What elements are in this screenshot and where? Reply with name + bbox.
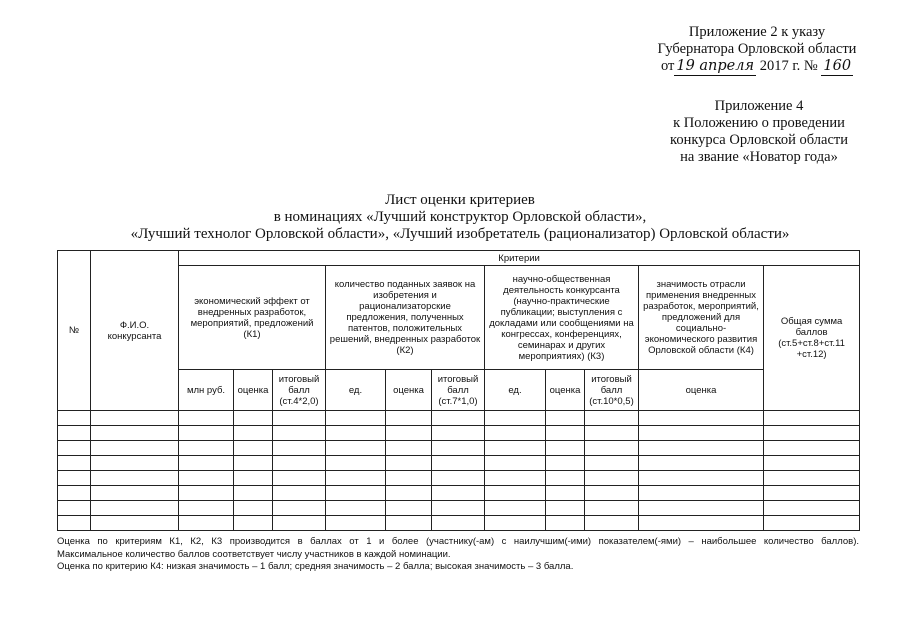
table-cell [764, 501, 860, 516]
sub-score-k3: оценка [546, 370, 585, 411]
note-line3: Оценка по критерию К4: низкая значимость – 1 балл; средняя значимость – 2 балла; высокая значимость – 3 балла. [57, 561, 574, 572]
criteria-header: Критерии [179, 251, 860, 266]
table-cell [273, 441, 326, 456]
sub-total-k2: итоговый балл (ст.7*1,0) [432, 370, 485, 411]
table-row [58, 426, 860, 441]
title-line1: Лист оценки критериев [385, 192, 535, 208]
appendix-2-date-line [657, 58, 857, 76]
table-cell [585, 516, 639, 531]
table-row [58, 501, 860, 516]
table-cell [326, 501, 386, 516]
table-cell [764, 471, 860, 486]
table-cell [58, 471, 91, 486]
table-cell [585, 411, 639, 426]
table-cell [485, 516, 546, 531]
table-cell [326, 441, 386, 456]
table-cell [485, 456, 546, 471]
table-cell [273, 411, 326, 426]
table-cell [234, 516, 273, 531]
table-cell [585, 456, 639, 471]
table-cell [386, 441, 432, 456]
table-cell [432, 516, 485, 531]
table-cell [234, 411, 273, 426]
table-cell [639, 426, 764, 441]
table-cell [485, 471, 546, 486]
table-cell [386, 501, 432, 516]
table-cell [273, 516, 326, 531]
empty-rows [58, 411, 860, 531]
appendix-4-header [659, 98, 859, 166]
table-cell [91, 501, 179, 516]
table-cell [546, 426, 585, 441]
sub-mln-rub: млн руб. [179, 370, 234, 411]
table-cell [273, 456, 326, 471]
table-cell [432, 426, 485, 441]
table-cell [273, 501, 326, 516]
date-prefix: от [660, 58, 675, 74]
table-cell [58, 456, 91, 471]
table-cell [179, 471, 234, 486]
table-cell [179, 516, 234, 531]
table-row [58, 471, 860, 486]
table-row [58, 486, 860, 501]
sub-total-k1: итоговый балл (ст.4*2,0) [273, 370, 326, 411]
table-cell [326, 516, 386, 531]
appendix-2-line1: Приложение 2 к указу [688, 24, 826, 40]
sub-score-k4: оценка [639, 370, 764, 411]
appendix-2-line2: Губернатора Орловской области [657, 41, 857, 57]
table-cell [91, 441, 179, 456]
criterion-k3: научно-общественная деятельность конкурсанта (научно-практические публикации; выступления с докладами или сообщениями на конгрессах, конференциях, семинарах и других мероприятиях) (К3) [485, 266, 639, 370]
table-cell [58, 501, 91, 516]
criterion-k1: экономический эффект от внедренных разработок, мероприятий, предложений (К1) [179, 266, 326, 370]
table-cell [234, 426, 273, 441]
sub-total-k3: итоговый балл (ст.10*0,5) [585, 370, 639, 411]
table-row [58, 411, 860, 426]
handwritten-number: 160 [823, 58, 852, 74]
table-cell [546, 411, 585, 426]
table-cell [326, 456, 386, 471]
table-cell [91, 516, 179, 531]
table-cell [234, 471, 273, 486]
table-cell [546, 456, 585, 471]
table-cell [432, 441, 485, 456]
table-cell [386, 516, 432, 531]
table-cell [273, 471, 326, 486]
table-cell [764, 516, 860, 531]
table-cell [764, 456, 860, 471]
table-cell [91, 471, 179, 486]
table-cell [485, 486, 546, 501]
table-cell [639, 516, 764, 531]
note-line1: Оценка по критериям К1, К2, К3 производится в баллах от 1 и более (участнику(-ам) с наилучшим(-ими) показателем(-ями) – наибольшее количество баллов). [57, 536, 859, 547]
table-cell [234, 456, 273, 471]
table-cell [273, 426, 326, 441]
table-cell [485, 441, 546, 456]
table-cell [546, 486, 585, 501]
sub-score-k2: оценка [386, 370, 432, 411]
table-cell [639, 441, 764, 456]
table-cell [58, 411, 91, 426]
document-title [60, 192, 860, 243]
criterion-k2: количество поданных заявок на изобретения и рационализаторские предложения, полученных патентов, положительных решений, внедренных разработок (К2) [326, 266, 485, 370]
table-cell [585, 426, 639, 441]
table-cell [764, 411, 860, 426]
table-cell [179, 441, 234, 456]
table-cell [764, 486, 860, 501]
table-cell [546, 471, 585, 486]
evaluation-table [57, 250, 860, 531]
table-cell [179, 486, 234, 501]
col-header-no: № [58, 251, 91, 411]
table-cell [585, 486, 639, 501]
table-cell [91, 486, 179, 501]
table-cell [432, 456, 485, 471]
table-cell [386, 471, 432, 486]
table-cell [639, 411, 764, 426]
sub-units-k2: ед. [326, 370, 386, 411]
table-row [58, 441, 860, 456]
table-cell [432, 411, 485, 426]
table-cell [179, 411, 234, 426]
table-cell [386, 486, 432, 501]
appendix-4-line3: конкурса Орловской области [670, 132, 848, 148]
table-cell [432, 486, 485, 501]
table-cell [639, 456, 764, 471]
table-cell [485, 426, 546, 441]
table-cell [91, 411, 179, 426]
table-cell [546, 441, 585, 456]
col-header-fio: Ф.И.О. конкурсанта [91, 251, 179, 411]
table-cell [273, 486, 326, 501]
table-cell [179, 456, 234, 471]
table-cell [58, 486, 91, 501]
table-cell [585, 471, 639, 486]
table-cell [546, 516, 585, 531]
table-cell [58, 516, 91, 531]
appendix-2-header [657, 24, 857, 76]
table-cell [234, 486, 273, 501]
appendix-4-line1: Приложение 4 [714, 98, 804, 114]
table-cell [386, 426, 432, 441]
table-cell [91, 426, 179, 441]
table-cell [485, 501, 546, 516]
table-cell [326, 426, 386, 441]
table-row [58, 456, 860, 471]
date-mid: 2017 г. № [759, 58, 818, 74]
title-line2: в номинациях «Лучший конструктор Орловской области», [273, 209, 647, 225]
table-cell [326, 411, 386, 426]
table-cell [764, 426, 860, 441]
table-cell [234, 441, 273, 456]
table-cell [58, 441, 91, 456]
table-cell [639, 501, 764, 516]
table-cell [179, 501, 234, 516]
table-cell [485, 411, 546, 426]
criterion-k4: значимость отрасли применения внедренных разработок, мероприятий, предложений для социально-экономического развития Орловской области (К4) [639, 266, 764, 370]
table-cell [386, 456, 432, 471]
table-cell [386, 411, 432, 426]
table-cell [639, 486, 764, 501]
table-cell [764, 441, 860, 456]
table-cell [234, 501, 273, 516]
handwritten-date: 19 апреля [676, 58, 755, 74]
table-cell [585, 501, 639, 516]
sub-score-k1: оценка [234, 370, 273, 411]
table-row [58, 516, 860, 531]
col-header-total: Общая сумма баллов (ст.5+ст.8+ст.11 +ст.12) [764, 266, 860, 411]
table-cell [639, 471, 764, 486]
table-cell [58, 426, 91, 441]
table-cell [179, 426, 234, 441]
table-cell [326, 471, 386, 486]
note-line2: Максимальное количество баллов соответствует числу участников в каждой номинации. [57, 548, 451, 560]
table-cell [546, 501, 585, 516]
table-cell [326, 486, 386, 501]
appendix-4-line2: к Положению о проведении [673, 115, 845, 131]
table-cell [432, 471, 485, 486]
title-line3: «Лучший технолог Орловской области», «Лучший изобретатель (рационализатор) Орловской области» [130, 226, 790, 242]
table-cell [585, 441, 639, 456]
sub-units-k3: ед. [485, 370, 546, 411]
table-cell [91, 456, 179, 471]
notes [57, 536, 859, 574]
table-cell [432, 501, 485, 516]
appendix-4-line4: на звание «Новатор года» [680, 149, 838, 165]
